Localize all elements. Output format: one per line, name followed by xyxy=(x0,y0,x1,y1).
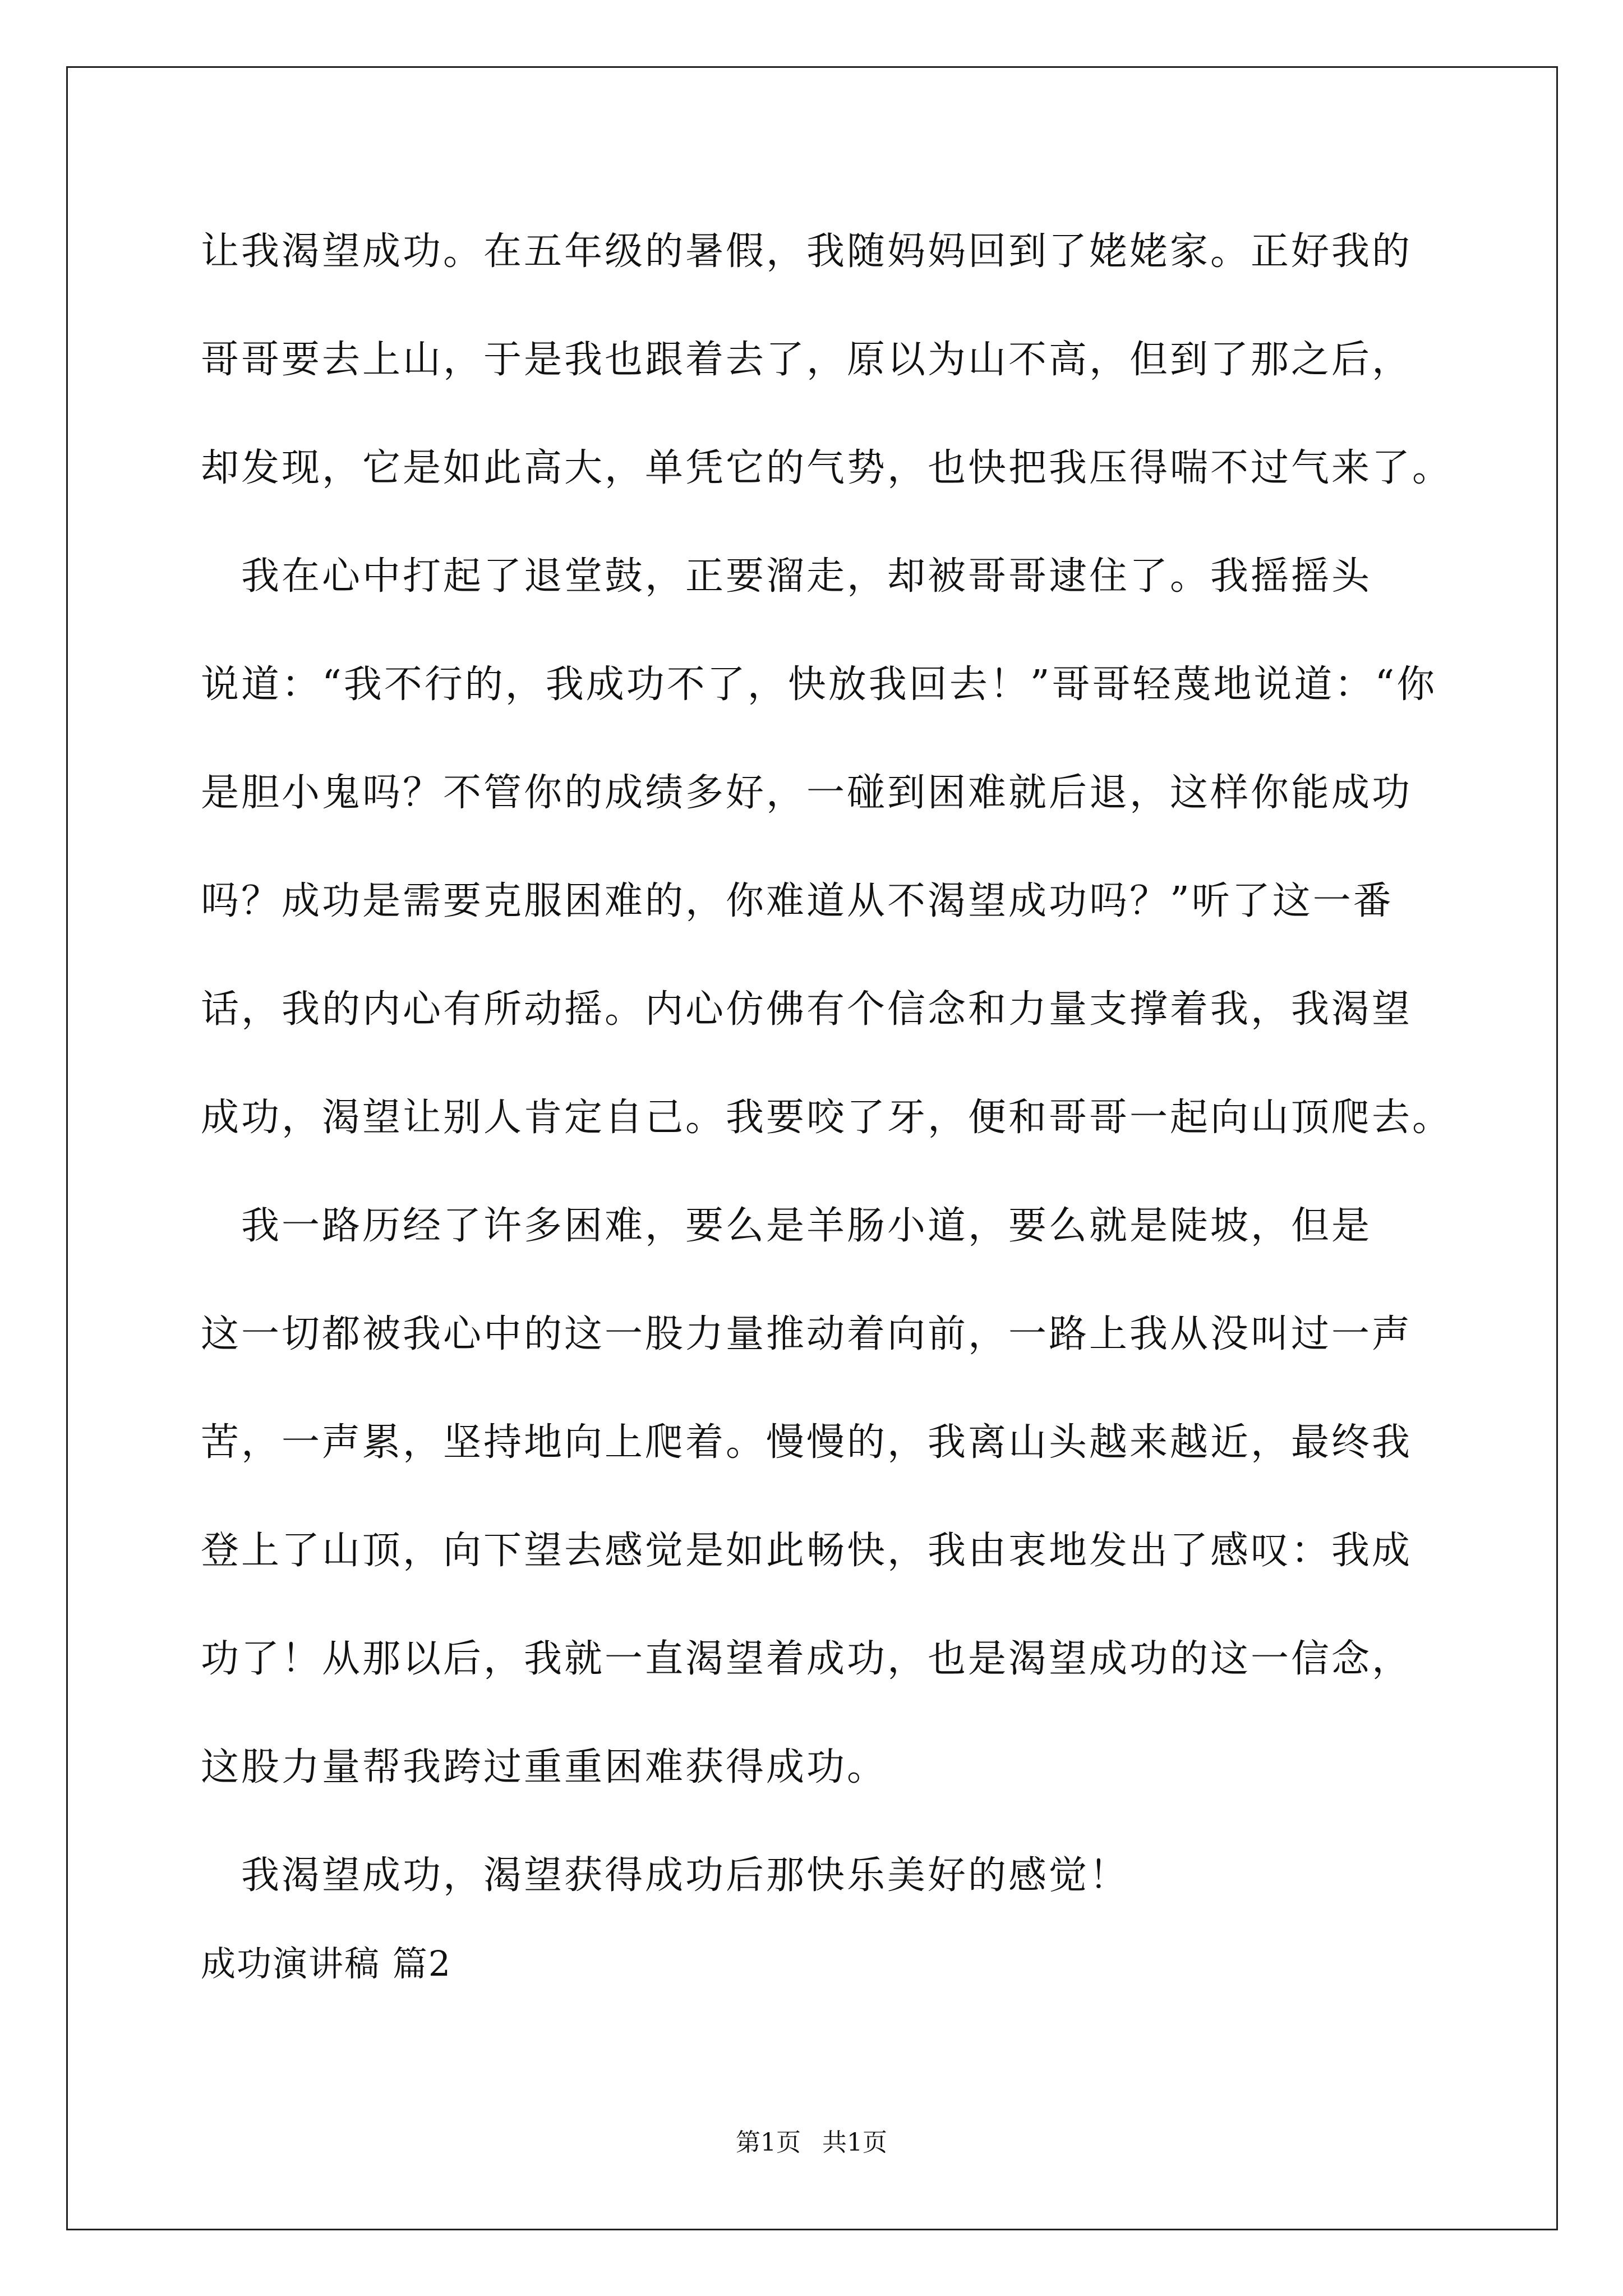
text-line: 成功，渴望让别人肯定自己。我要咬了牙，便和哥哥一起向山顶爬去。 xyxy=(201,1096,1453,1140)
page-total: 共1页 xyxy=(822,2128,887,2157)
text-line: 功了！从那以后，我就一直渴望着成功，也是渴望成功的这一信念， xyxy=(201,1637,1413,1681)
text-line: 话，我的内心有所动摇。内心仿佛有个信念和力量支撑着我，我渴望 xyxy=(201,987,1413,1032)
text-line: 我一路历经了许多困难，要么是羊肠小道，要么就是陡坡，但是 xyxy=(201,1204,1372,1248)
text-line: 这一切都被我心中的这一股力量推动着向前，一路上我从没叫过一声 xyxy=(201,1312,1413,1356)
page-border xyxy=(66,66,1558,2230)
page-footer xyxy=(0,2126,1623,2160)
text-line: 哥哥要去上山，于是我也跟着去了，原以为山不高，但到了那之后， xyxy=(201,338,1413,382)
text-line: 吗？成功是需要克服困难的，你难道从不渴望成功吗？”听了这一番 xyxy=(201,879,1394,923)
text-line: 这股力量帮我跨过重重困难获得成功。 xyxy=(201,1745,888,1789)
text-line: 说道：“我不行的，我成功不了，快放我回去！”哥哥轻蔑地说道：“你 xyxy=(201,662,1437,707)
page-number: 第1页 xyxy=(736,2128,801,2157)
text-line: 苦，一声累，坚持地向上爬着。慢慢的，我离山头越来越近，最终我 xyxy=(201,1420,1413,1465)
text-line: 却发现，它是如此高大，单凭它的气势，也快把我压得喘不过气来了。 xyxy=(201,446,1453,490)
section-heading: 成功演讲稿 篇2 xyxy=(201,1943,452,1984)
text-line: 我渴望成功，渴望获得成功后那快乐美好的感觉！ xyxy=(201,1853,1130,1898)
text-line: 是胆小鬼吗？不管你的成绩多好，一碰到困难就后退，这样你能成功 xyxy=(201,771,1413,815)
text-line: 登上了山顶，向下望去感觉是如此畅快，我由衷地发出了感叹：我成 xyxy=(201,1529,1413,1573)
text-line: 让我渴望成功。在五年级的暑假，我随妈妈回到了姥姥家。正好我的 xyxy=(201,229,1413,274)
text-line: 我在心中打起了退堂鼓，正要溜走，却被哥哥逮住了。我摇摇头 xyxy=(201,554,1372,599)
